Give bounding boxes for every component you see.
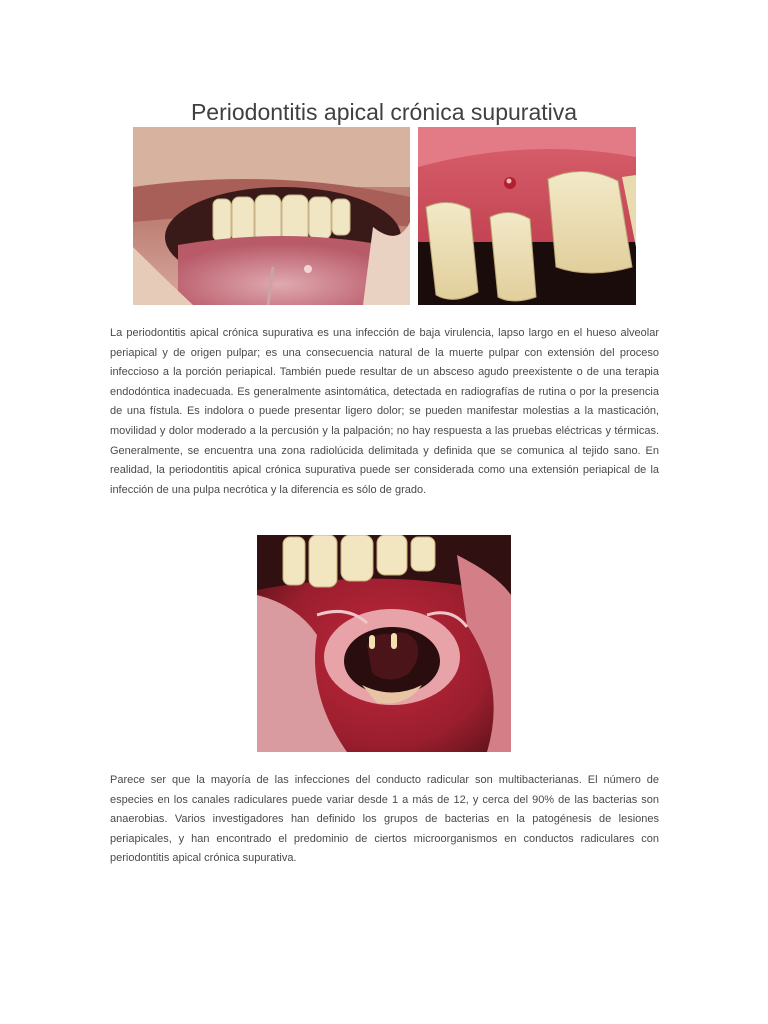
clinical-photo-surgical-bone-defect [257,535,511,752]
paragraph-microbiology: Parece ser que la mayoría de las infecciones del conducto radicular son multibacterianas. El número de especies en los canales radiculares puede variar desde 1 a más de 12, y cerca del 90% de las bacterias son anaerobias. Varios investigadores han definido los grupos de bacterias en la patogénesis de lesiones periapicales, y han encontrado el predominio de ciertos microorganismos en conductos radiculares con periodontitis apical crónica supurativa. [110,774,659,865]
paragraph-definition: La periodontitis apical crónica supurativa es una infección de baja virulencia, lapso largo en el hueso alveolar periapical y de origen pulpar; es una consecuencia natural de la muerte pulpar con extensión del proceso infeccioso a la porción periapical. También puede resultar de un absceso agudo preexistente o de una terapia endodóntica inadecuada. Es generalmente asintomática, detectada en radiografías de rutina o por la presencia de una fístula. Es indolora o puede presentar ligero dolor; se pueden manifestar molestias a la masticación, movilidad y dolor moderado a la percusión y la palpación; no hay respuesta a las pruebas eléctricas y térmicas. Generalmente, se encuentra una zona radiolúcida delimitada y definida que se comunica al tejido sano. En realidad, la periodontitis apical crónica supurativa puede ser considerada como una extensión periapical de la infección de una pulpa necrótica y la diferencia es sólo de grado. [110,327,659,496]
clinical-photo-lower-anterior-fistula [133,127,410,305]
clinical-photo-upper-incisors-fistula [418,127,636,305]
page-title: Periodontitis apical crónica supurativa [190,99,578,126]
